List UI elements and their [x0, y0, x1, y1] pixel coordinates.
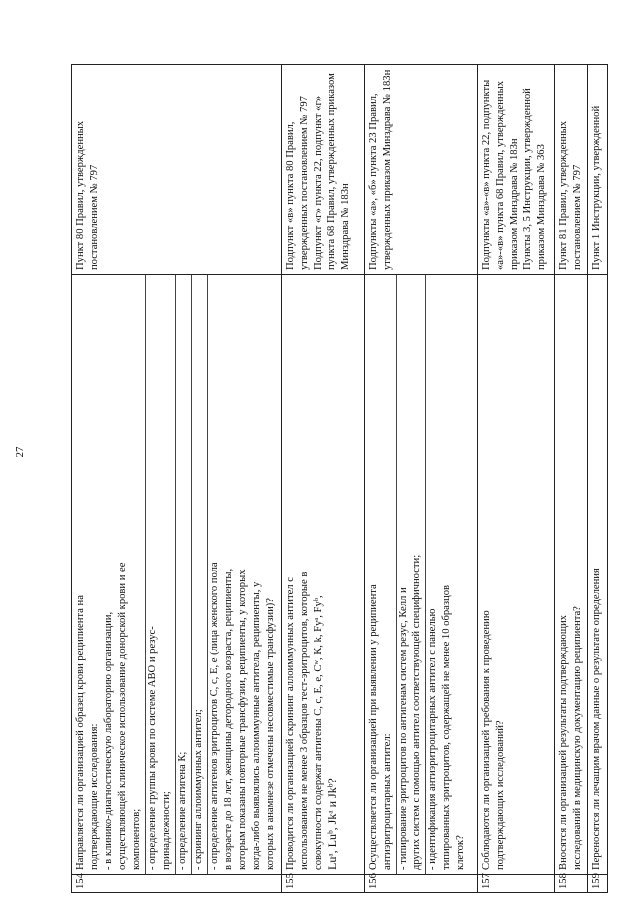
question-line: - идентификация антиэритроцитарных антител с панелью	[427, 608, 439, 870]
question-line: клеток?	[455, 835, 467, 870]
question-line: Проводится ли организацией скрининг аллоиммунных антител с	[284, 577, 296, 870]
reference-line: Подпункты «а»-«в» пункта 22, подпункты	[480, 79, 492, 270]
reference-line: Пункт 80 Правил, утвержденных	[75, 120, 86, 270]
reference-line: утвержденных постановлением № 797	[298, 96, 310, 270]
reference-line: пункта 68 Правил, утвержденных приказом	[326, 73, 338, 270]
reference-line: постановлением № 797	[571, 164, 583, 270]
question-line: Осуществляется ли организацией при выявлении у реципиента	[367, 584, 379, 870]
question-line: исследований в медицинскую документацию реципиента?	[571, 606, 583, 870]
checklist-table	[71, 64, 608, 893]
question-cell	[587, 275, 607, 875]
reference-cell	[364, 65, 477, 275]
question-line: - определение антигенов эритроцитов С, с, Е, е (лица женского пола	[208, 562, 220, 870]
page-number: 27	[14, 446, 26, 458]
reference-cell	[477, 65, 554, 275]
question-line: подтверждающих исследований?	[494, 720, 506, 870]
question-line: типированных эритроцитов, содержащей не менее 10 образцов	[441, 585, 453, 870]
question-line: - определение группы крови по системе АВО и резус-	[146, 626, 158, 870]
sub-divider	[396, 275, 425, 874]
reference-cell	[554, 65, 587, 275]
reference-line: Пункт 81 Правил, утвержденных	[557, 120, 569, 270]
row-number: 154	[72, 875, 282, 893]
reference-line: Подпункт «г» пункта 22, подпункт «г»	[312, 95, 324, 270]
sub-divider	[145, 275, 174, 874]
reference-line: Минздрава № 183н	[340, 183, 352, 270]
question-cell	[281, 275, 364, 875]
reference-line: Подпункт «в» пункта 80 Правил,	[284, 121, 296, 270]
reference-cell	[587, 65, 607, 275]
reference-line: утвержденных приказом Минздрава № 183н	[381, 69, 393, 270]
question-line: - типирование эритроцитов по антигенам систем резус, Келл и	[397, 587, 409, 870]
question-line: которым показаны повторные трансфузии, реципиенты, у которых	[236, 569, 248, 870]
row-number: 157	[477, 875, 554, 893]
table-row	[477, 65, 554, 893]
question-cell	[554, 275, 587, 875]
reference-line: «а»-«в» пункта 68 Правил, утвержденных	[494, 81, 506, 270]
question-line: в возрасте до 18 лет, женщины детородного возраста, реципиенты,	[222, 568, 234, 870]
question-line: - в клинико-диагностическую лабораторию организации,	[102, 611, 114, 870]
row-number: 158	[554, 875, 587, 893]
reference-cell	[72, 65, 282, 275]
sub-divider	[191, 275, 206, 874]
question-line: других систем с помощью антител соответствующей специфичности;	[411, 554, 423, 870]
question-line: подтверждающие исследования:	[88, 723, 100, 870]
question-cell	[364, 275, 477, 875]
sub-divider	[425, 275, 468, 874]
question-line: Luᵃ, Luᵇ, Jkᵃ и Jkᵇ?	[325, 778, 340, 870]
sub-divider	[207, 275, 278, 874]
reference-line: приказом Минздрава № 363	[536, 144, 548, 270]
question-line: - скрининг аллоиммунных антител;	[192, 709, 204, 870]
question-line: компонентов;	[130, 808, 142, 870]
rotated-checklist	[71, 65, 602, 893]
table-row	[587, 65, 607, 893]
row-number: 155	[281, 875, 364, 893]
reference-line: постановлением № 797	[88, 164, 100, 270]
question-line: Переносятся ли лечащим врачом данные о результате определения	[590, 568, 602, 870]
reference-line: Подпункты «а», «б» пункта 23 Правил,	[367, 93, 379, 270]
table-row	[72, 65, 282, 893]
row-number: 156	[364, 875, 477, 893]
reference-line: Пункт 1 Инструкции, утвержденной	[590, 105, 602, 270]
question-line: Направляется ли организацией образец крови реципиента на	[75, 595, 86, 870]
question-line: Вносятся ли организацией результаты подтверждающих	[557, 615, 569, 870]
question-cell	[72, 275, 282, 875]
question-line: Соблюдаются ли организацией требования к проведению	[480, 610, 492, 870]
question-cell	[477, 275, 554, 875]
reference-line: Пункты 3, 5 Инструкции, утвержденной	[522, 88, 534, 270]
question-line: осуществляющей клиническое использование донорской крови и ее	[116, 562, 128, 870]
question-line: принадлежности;	[160, 791, 172, 870]
table-row	[281, 65, 364, 893]
row-number: 159	[587, 875, 607, 893]
sub-divider	[175, 275, 190, 874]
table-row	[554, 65, 587, 893]
table-row	[364, 65, 477, 893]
reference-cell	[281, 65, 364, 275]
question-line: антиэритроцитарных антител:	[381, 733, 393, 870]
reference-line: приказом Минздрава № 183н	[508, 138, 520, 270]
question-line: - определение антигена К;	[176, 751, 188, 870]
question-line: которых в анамнезе отмечены несовместимые трансфузии)?	[264, 598, 276, 870]
question-line: совокупности содержат антигены С, с, Е, е, Сʷ, К, k, Fyᵃ, Fyᵇ,	[312, 595, 324, 870]
question-line: использованием не менее 3 образцов тест-эритроцитов, которые в	[298, 571, 310, 870]
question-line: когда-либо выявлялись аллоиммунные антитела, реципиенты, у	[250, 581, 262, 870]
